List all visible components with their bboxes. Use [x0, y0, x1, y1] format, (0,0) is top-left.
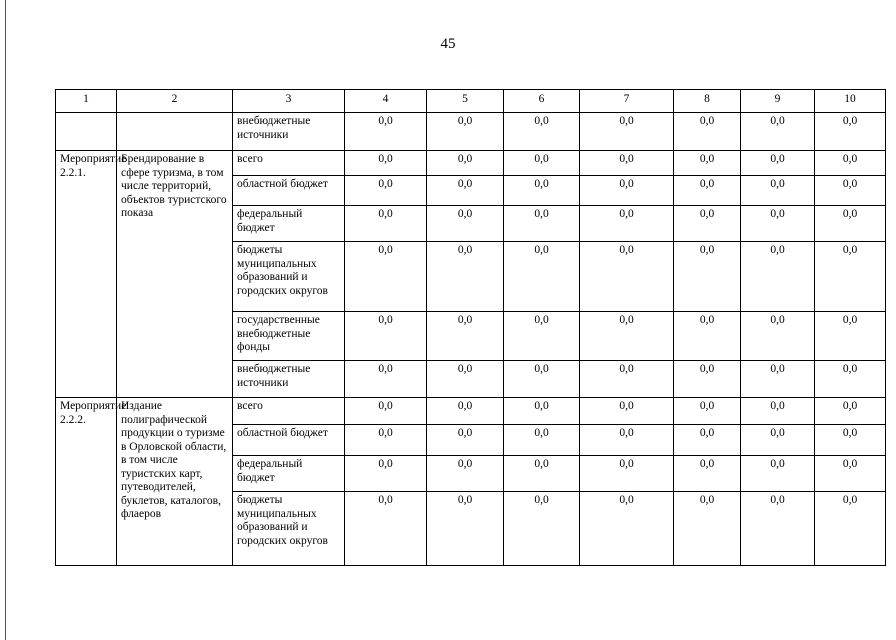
value-cell: 0,0 [345, 456, 427, 492]
funding-source: внебюджетные источники [233, 361, 345, 398]
funding-source: областной бюджет [233, 176, 345, 206]
value-cell: 0,0 [741, 492, 815, 566]
value-cell: 0,0 [674, 176, 741, 206]
value-cell: 0,0 [427, 242, 504, 312]
value-cell: 0,0 [427, 206, 504, 242]
value-cell: 0,0 [815, 113, 886, 151]
value-cell: 0,0 [815, 206, 886, 242]
value-cell: 0,0 [815, 242, 886, 312]
value-cell: 0,0 [674, 398, 741, 425]
value-cell: 0,0 [674, 242, 741, 312]
value-cell: 0,0 [345, 425, 427, 456]
empty-code-cell [56, 113, 117, 151]
column-header: 9 [741, 90, 815, 113]
value-cell: 0,0 [674, 312, 741, 361]
value-cell: 0,0 [345, 176, 427, 206]
value-cell: 0,0 [427, 151, 504, 176]
value-cell: 0,0 [674, 206, 741, 242]
column-header: 8 [674, 90, 741, 113]
value-cell: 0,0 [427, 456, 504, 492]
column-header: 7 [580, 90, 674, 113]
value-cell: 0,0 [674, 113, 741, 151]
funding-source: бюджеты муниципальных образований и городских округов [233, 492, 345, 566]
table-row [56, 398, 886, 425]
value-cell: 0,0 [580, 398, 674, 425]
activity-description: Издание полиграфической продукции о туризме в Орловской области, в том числе туристских карт, путеводителей, буклетов, каталогов, флаеров [117, 398, 233, 566]
column-header: 6 [504, 90, 580, 113]
funding-source: государственные внебюджетные фонды [233, 312, 345, 361]
value-cell: 0,0 [345, 113, 427, 151]
budget-table [55, 89, 886, 566]
activity-description: Брендирование в сфере туризма, в том числе территорий, объектов туристского показа [117, 151, 233, 398]
funding-source: федеральный бюджет [233, 206, 345, 242]
value-cell: 0,0 [427, 398, 504, 425]
value-cell: 0,0 [741, 398, 815, 425]
empty-description-cell [117, 113, 233, 151]
column-header: 5 [427, 90, 504, 113]
value-cell: 0,0 [815, 425, 886, 456]
value-cell: 0,0 [741, 206, 815, 242]
value-cell: 0,0 [580, 176, 674, 206]
value-cell: 0,0 [741, 151, 815, 176]
value-cell: 0,0 [815, 176, 886, 206]
value-cell: 0,0 [504, 361, 580, 398]
value-cell: 0,0 [504, 176, 580, 206]
value-cell: 0,0 [580, 113, 674, 151]
value-cell: 0,0 [815, 456, 886, 492]
value-cell: 0,0 [580, 425, 674, 456]
value-cell: 0,0 [504, 242, 580, 312]
value-cell: 0,0 [741, 176, 815, 206]
value-cell: 0,0 [580, 242, 674, 312]
value-cell: 0,0 [674, 361, 741, 398]
value-cell: 0,0 [345, 206, 427, 242]
value-cell: 0,0 [345, 492, 427, 566]
funding-source: бюджеты муниципальных образований и городских округов [233, 242, 345, 312]
page-number: 45 [440, 36, 456, 52]
column-header: 2 [117, 90, 233, 113]
column-header: 1 [56, 90, 117, 113]
value-cell: 0,0 [427, 361, 504, 398]
page-left-edge-line [5, 0, 6, 640]
value-cell: 0,0 [741, 456, 815, 492]
value-cell: 0,0 [815, 151, 886, 176]
value-cell: 0,0 [815, 398, 886, 425]
value-cell: 0,0 [345, 312, 427, 361]
value-cell: 0,0 [504, 492, 580, 566]
value-cell: 0,0 [504, 206, 580, 242]
value-cell: 0,0 [427, 312, 504, 361]
value-cell: 0,0 [580, 492, 674, 566]
column-header: 10 [815, 90, 886, 113]
funding-source: всего [233, 398, 345, 425]
table-row [56, 151, 886, 176]
value-cell: 0,0 [741, 425, 815, 456]
value-cell: 0,0 [741, 361, 815, 398]
value-cell: 0,0 [580, 151, 674, 176]
value-cell: 0,0 [580, 312, 674, 361]
value-cell: 0,0 [345, 361, 427, 398]
value-cell: 0,0 [741, 242, 815, 312]
value-cell: 0,0 [504, 398, 580, 425]
value-cell: 0,0 [674, 492, 741, 566]
column-header: 3 [233, 90, 345, 113]
value-cell: 0,0 [815, 492, 886, 566]
value-cell: 0,0 [674, 425, 741, 456]
value-cell: 0,0 [580, 361, 674, 398]
funding-source: внебюджетные источники [233, 113, 345, 151]
value-cell: 0,0 [504, 113, 580, 151]
value-cell: 0,0 [345, 398, 427, 425]
value-cell: 0,0 [815, 312, 886, 361]
column-header: 4 [345, 90, 427, 113]
table-row [56, 113, 886, 151]
value-cell: 0,0 [504, 312, 580, 361]
header-row [56, 90, 886, 113]
value-cell: 0,0 [741, 113, 815, 151]
value-cell: 0,0 [580, 456, 674, 492]
funding-source: областной бюджет [233, 425, 345, 456]
value-cell: 0,0 [427, 176, 504, 206]
value-cell: 0,0 [815, 361, 886, 398]
value-cell: 0,0 [427, 113, 504, 151]
value-cell: 0,0 [504, 151, 580, 176]
value-cell: 0,0 [674, 456, 741, 492]
value-cell: 0,0 [345, 151, 427, 176]
activity-code: Мероприятие 2.2.2. [56, 398, 117, 566]
value-cell: 0,0 [674, 151, 741, 176]
value-cell: 0,0 [504, 425, 580, 456]
value-cell: 0,0 [345, 242, 427, 312]
value-cell: 0,0 [741, 312, 815, 361]
value-cell: 0,0 [580, 206, 674, 242]
funding-source: всего [233, 151, 345, 176]
value-cell: 0,0 [427, 425, 504, 456]
value-cell: 0,0 [504, 456, 580, 492]
funding-source: федеральный бюджет [233, 456, 345, 492]
activity-code: Мероприятие 2.2.1. [56, 151, 117, 398]
value-cell: 0,0 [427, 492, 504, 566]
